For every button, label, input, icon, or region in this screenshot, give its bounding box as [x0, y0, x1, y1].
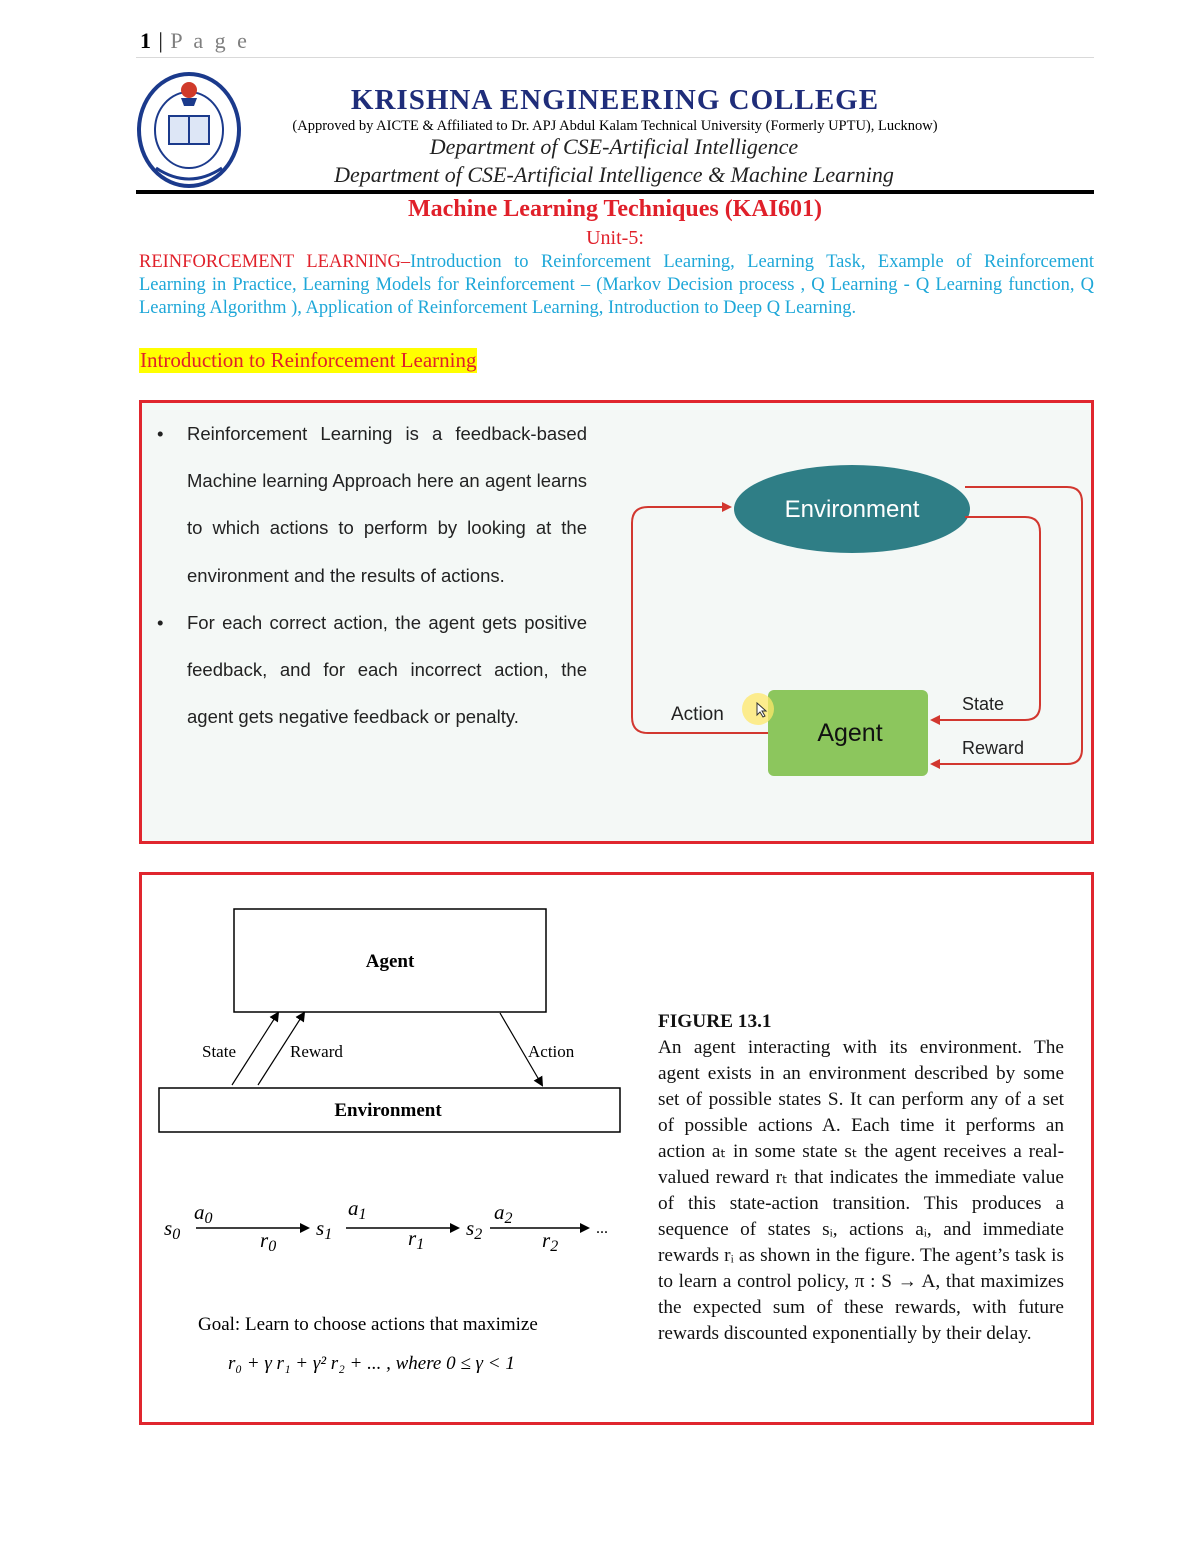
- college-name: KRISHNA ENGINEERING COLLEGE: [350, 84, 880, 116]
- bullet-text-2: For each correct action, the agent gets positive feedback, and for each incorrect action, the agent gets negative feedback or penalty.: [187, 611, 587, 728]
- subject-title: Machine Learning Techniques (KAI601): [407, 196, 823, 222]
- syllabus-text: [139, 251, 1094, 320]
- environment-box-label: Environment: [334, 1100, 442, 1121]
- r0-label: r0: [260, 1228, 277, 1255]
- s1-label: s1: [316, 1216, 333, 1243]
- action-label: Action: [671, 704, 724, 725]
- environment-label: Environment: [784, 496, 920, 523]
- college-seal-logo: [136, 68, 242, 190]
- department-line-1: Department of CSE-Artificial Intelligence: [429, 134, 799, 159]
- agent-label: Agent: [817, 719, 883, 747]
- bullet-text-1: Reinforcement Learning is a feedback-based Machine learning Approach here an agent learns to which actions to perform by looking at the environment and the results of actions.: [187, 423, 587, 586]
- department-line-2: Department of CSE-Artificial Intelligence & Machine Learning: [334, 162, 894, 187]
- a1-label: a1: [348, 1196, 367, 1223]
- a2-label: a2: [494, 1200, 513, 1227]
- state-arrow: [932, 517, 1040, 720]
- action-text: Action: [528, 1042, 575, 1061]
- agent-box-label: Agent: [365, 951, 415, 972]
- bullet-list: [155, 410, 587, 740]
- unit-title: Unit-5:: [586, 227, 644, 249]
- s2-label: s2: [466, 1216, 483, 1243]
- state-text: State: [202, 1042, 236, 1061]
- state-line: [232, 1013, 278, 1085]
- bullet-item: [155, 599, 587, 741]
- figure-13-1-diagram: [150, 895, 640, 1395]
- page-number-separator: |: [158, 28, 164, 53]
- sequence-ellipsis: ...: [596, 1220, 608, 1237]
- goal-formula: r₀ + γ r₁ + γ² r₂ + ... , where 0 ≤ γ < 1: [228, 1353, 515, 1374]
- reward-label: Reward: [962, 738, 1025, 758]
- page-number: [140, 28, 250, 54]
- syllabus-dash: –: [400, 252, 411, 272]
- r2-label: r2: [542, 1228, 559, 1255]
- section-heading: Introduction to Reinforcement Learning: [140, 348, 477, 372]
- syllabus-heading: REINFORCEMENT LEARNING: [139, 252, 401, 272]
- goal-text: Goal: Learn to choose actions that maximize: [198, 1314, 538, 1335]
- s0-label: s0: [164, 1216, 181, 1243]
- page-number-value: 1: [140, 28, 152, 53]
- a0-label: a0: [194, 1200, 213, 1227]
- figure-caption: [658, 1009, 1064, 1347]
- college-approval: (Approved by AICTE & Affiliated to Dr. APJ Abdul Kalam Technical University (Formerly UPTU), Lucknow): [292, 118, 938, 134]
- header-divider: [136, 190, 1094, 194]
- state-label: State: [962, 694, 1005, 714]
- state-sequence: [164, 1196, 608, 1255]
- header-rule: [136, 57, 1094, 58]
- bullet-symbol: •: [157, 423, 164, 444]
- syllabus-body: Introduction to Reinforcement Learning, Learning Task, Example of Reinforcement Learning in Practice, Learning Models for Reinforcement – (Markov Decision process , Q Learning - Q Learning function, Q Learning Algorithm ), Application of Reinforcement Learning, Introduction to Deep Q Learning.: [139, 252, 1094, 318]
- page-number-label: P a g e: [170, 28, 250, 53]
- bullet-item: [155, 410, 587, 599]
- r1-label: r1: [408, 1226, 425, 1253]
- bullet-symbol: •: [157, 611, 164, 633]
- agent-environment-diagram: [620, 465, 1090, 785]
- figure-caption-text: An agent interacting with its environment. The agent exists in an environment described by some set of possible states S. It can perform any of a set of possible actions A. Each time it performs an action aₜ in some state sₜ the agent receives a real-valued reward rₜ that indicates the immediate value of this state-action transition. This produces a sequence of states sᵢ, actions aᵢ, and immediate rewards rᵢ as shown in the figure. The agent’s task is to learn a control policy, π : S → A, that maximizes the expected sum of these rewards, with future rewards discounted exponentially by their delay.: [658, 1037, 1064, 1344]
- figure-caption-title: FIGURE 13.1: [658, 1011, 772, 1032]
- reward-text: Reward: [290, 1042, 343, 1061]
